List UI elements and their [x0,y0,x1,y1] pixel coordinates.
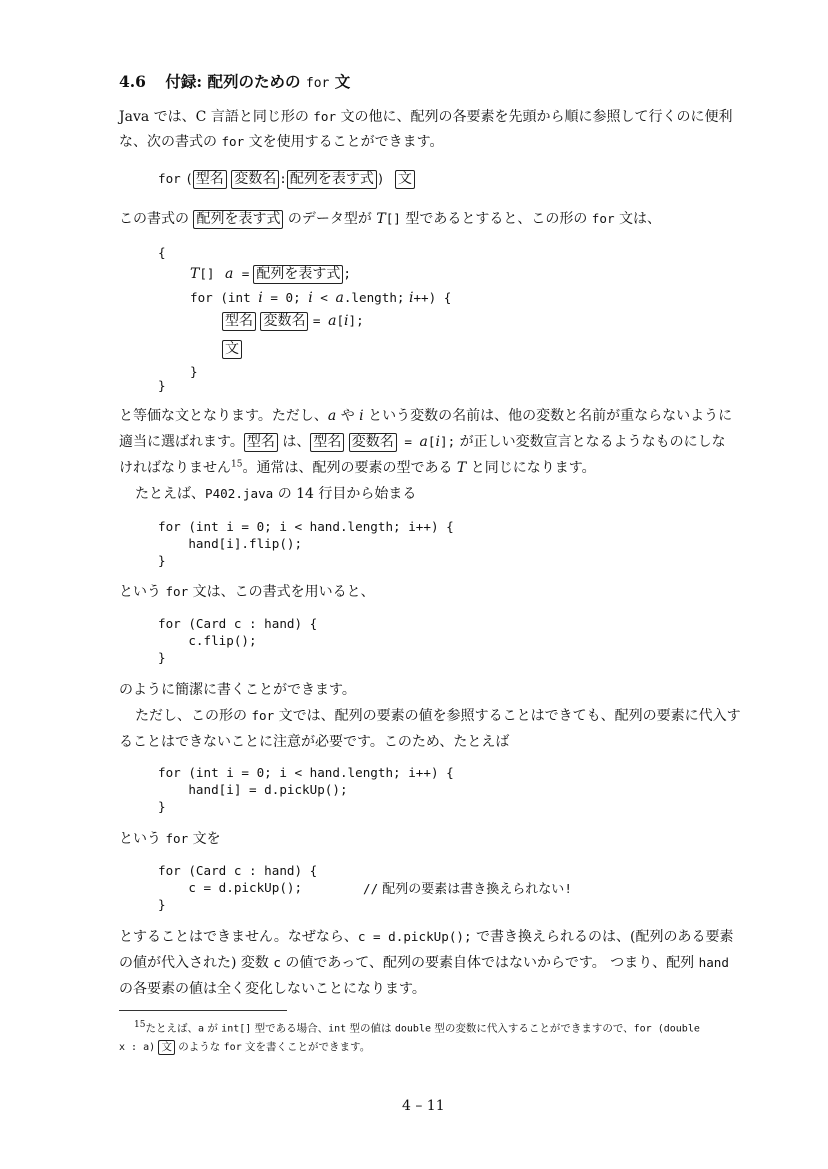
code1-line-2: hand[i].flip(); [158,536,303,551]
para4-line-1: のように簡潔に書くことができます。 [119,682,356,698]
var-box: 変数名 [231,170,279,189]
expand-inner-decl: 型名 変数名 = a[i]; [222,312,364,331]
para6-line-3: の各要素の値は全く変化しないことになります。 [119,981,426,997]
section-title-code: for [305,76,330,91]
code4-comment: // 配列の要素は書き換えられない! [363,881,572,897]
para2-line-1: と等価な文となります。ただし、a や i という変数の名前は、他の変数と名前が重ならないように [119,408,733,424]
section-title-end: 文 [329,72,351,91]
para2-line-3: ければなりません$^{15}$。通常は、配列の要素の型である T と同じになります。 [119,459,596,476]
intro-line-2: な、次の書式の for 文を使用することができます。 [119,134,444,150]
desc-line: この書式の 配列を表す式 のデータ型が T[] 型であるとすると、この形の for 文は、 [119,211,661,227]
footnote-rule [119,1010,287,1011]
para4-line-3: ることはできないことに注意が必要です。このため、たとえば [119,734,510,750]
code3-line-3: } [158,799,166,814]
expr-box-inline: 配列を表す式 [193,210,283,229]
para4-line-2: ただし、この形の for 文では、配列の要素の値を参照することはできても、配列の要素に代入す [135,708,741,724]
intro-line-1: Java では、C 言語と同じ形の for 文の他に、配列の各要素を先頭から順に参照して行くのに便利 [119,109,733,125]
para6-line-1: とすることはできません。なぜなら、c = d.pickUp(); で書き換えられるのは、(配列のある要素 [119,929,734,945]
code1-line-1: for (int i = 0; i < hand.length; i++) { [158,519,454,534]
section-heading [119,70,350,92]
type-box: 型名 [193,170,227,189]
for-syntax: for ( 型名 変数名 : 配列を表す式 ) 文 [158,170,415,189]
expand-decl: T[] a = 配列を表す式 ; [190,266,351,282]
footnote-line-2: x : a) 文 のような for 文を書くことができます。 [119,1041,371,1053]
expand-stmt: 文 [222,340,242,359]
para2-line-4: たとえば、P402.java の 14 行目から始まる [135,486,417,502]
para6-line-2: の値が代入された) 変数 c の値であって、配列の要素自体ではないからです。 つまり、配列 hand [119,955,729,971]
code3-line-2: hand[i] = d.pickUp(); [158,782,348,797]
expand-close: } [158,378,166,393]
code3-line-1: for (int i = 0; i < hand.length; i++) { [158,765,454,780]
code2-line-3: } [158,650,166,665]
expand-close-inner: } [190,364,198,379]
code1-line-3: } [158,553,166,568]
section-number: 4.6 [119,72,146,91]
footnote-ref: 15 [231,459,243,470]
code2-line-1: for (Card c : hand) { [158,616,318,631]
para3: という for 文は、この書式を用いると、 [119,584,375,600]
section-title: 付録: 配列のための [165,72,306,91]
code4-line-2: c = d.pickUp(); [158,880,303,895]
page-number: 4 – 11 [402,1098,445,1114]
para2-line-2: 適当に選ばれます。 型名 は、 型名 変数名 = a[i]; が正しい変数宣言となるようなものにしな [119,434,726,450]
code2-line-2: c.flip(); [158,633,257,648]
para5: という for 文を [119,831,221,847]
expand-for: for (int i = 0; i < a.length; i++) { [190,290,452,306]
code4-line-1: for (Card c : hand) { [158,863,318,878]
expand-open: { [158,245,166,260]
footnote-line-1: $^{15}$たとえば、a が int[] 型である場合、int 型の値は double 型の変数に代入することができますので、for (double [134,1020,700,1035]
expr-box: 配列を表す式 [287,170,377,189]
code4-line-3: } [158,897,166,912]
stmt-box: 文 [395,170,415,189]
